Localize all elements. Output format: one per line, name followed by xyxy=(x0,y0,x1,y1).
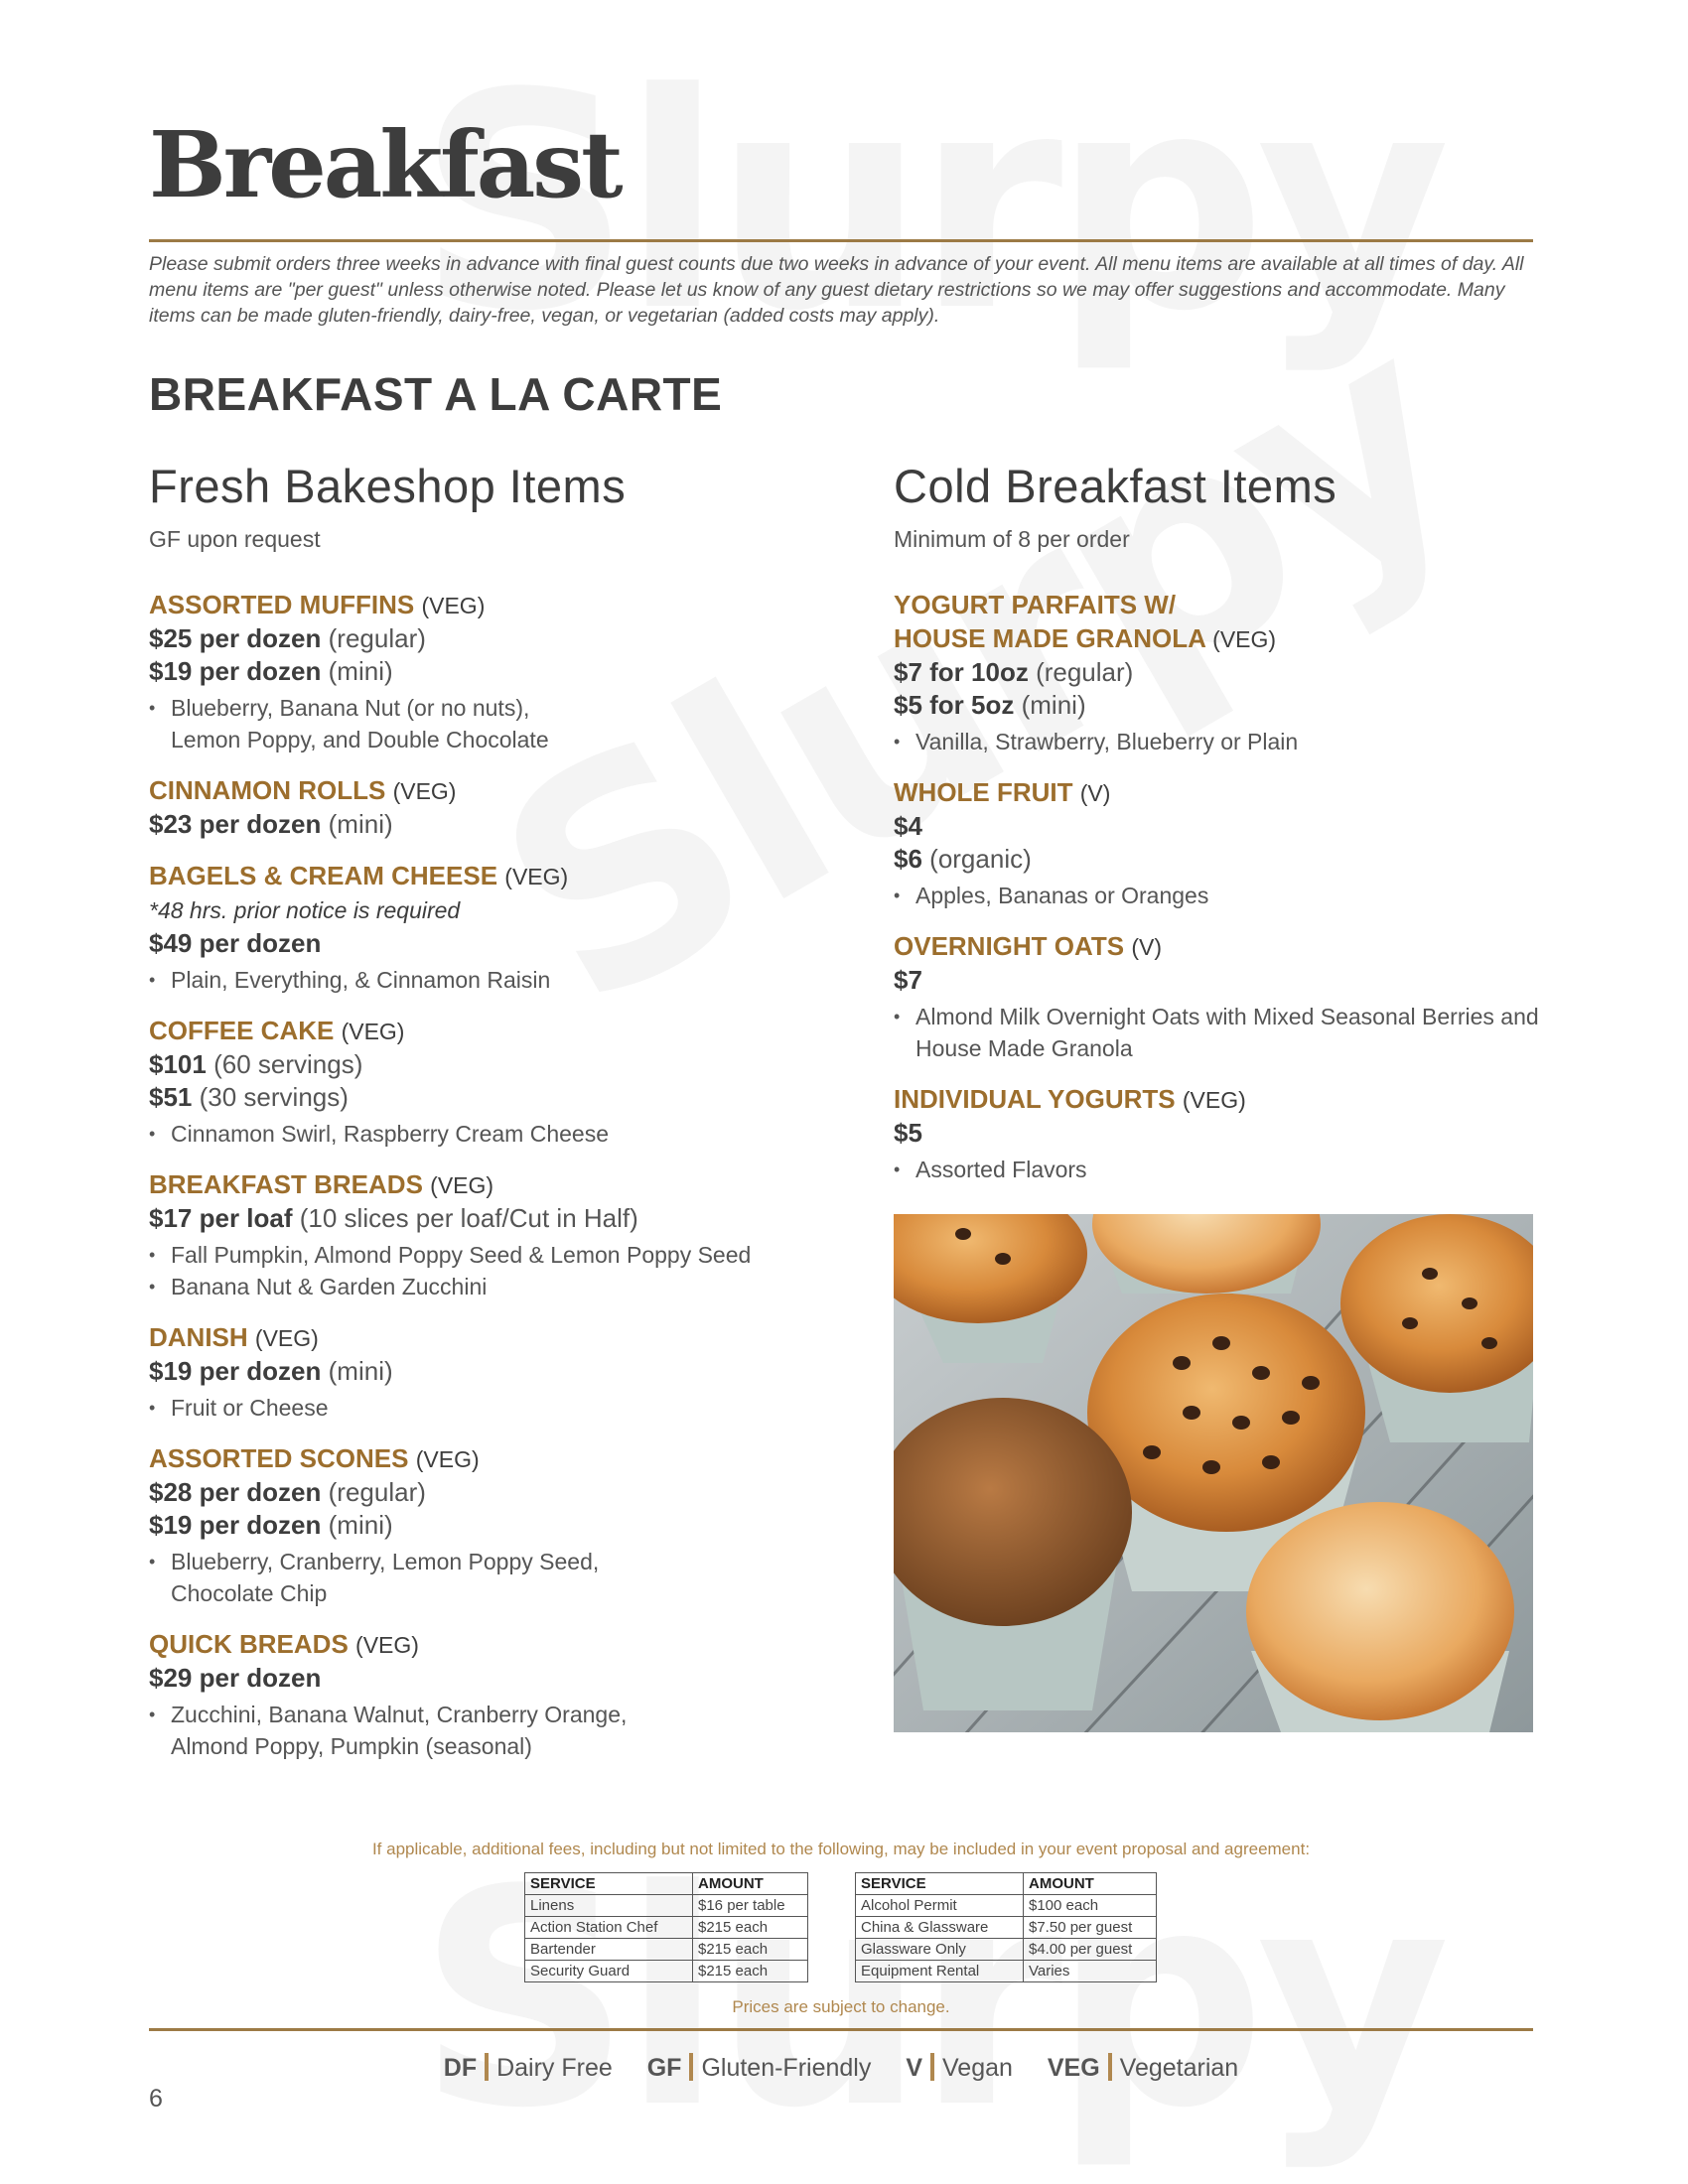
menu-page xyxy=(149,0,1539,2184)
item-price: $101 (60 servings) xyxy=(149,1049,363,1079)
item-note: *48 hrs. prior notice is required xyxy=(149,897,461,923)
menu-item xyxy=(149,1014,844,1150)
table-row: Equipment Rental Varies xyxy=(856,1961,1157,1982)
item-name: COFFEE CAKE xyxy=(149,1016,335,1045)
item-name: HOUSE MADE GRANOLA xyxy=(894,623,1205,653)
fees-table xyxy=(524,1872,808,1982)
item-price: $6 (organic) xyxy=(894,844,1032,874)
legend-item: GF Gluten-Friendly xyxy=(646,2054,872,2082)
menu-item xyxy=(894,588,1539,757)
table-header: AMOUNT xyxy=(1024,1873,1157,1895)
muffins-image xyxy=(894,1214,1533,1732)
item-name: ASSORTED MUFFINS xyxy=(149,590,415,619)
table-row: Bartender $215 each xyxy=(525,1939,808,1961)
item-bullet: • Cinnamon Swirl, Raspberry Cream Cheese xyxy=(149,1118,844,1150)
diet-legend xyxy=(149,2053,1533,2083)
table-row: Glassware Only $4.00 per guest xyxy=(856,1939,1157,1961)
diet-tag: (VEG) xyxy=(430,1172,494,1198)
item-bullet: • Plain, Everything, & Cinnamon Raisin xyxy=(149,964,844,996)
diet-tag: (VEG) xyxy=(341,1019,405,1044)
item-price: $5 for 5oz (mini) xyxy=(894,690,1086,720)
table-row: China & Glassware $7.50 per guest xyxy=(856,1917,1157,1939)
page-title: Breakfast xyxy=(149,111,621,218)
diet-tag: (V) xyxy=(1131,934,1162,960)
menu-item xyxy=(149,1627,844,1762)
column-subtitle: Minimum of 8 per order xyxy=(894,526,1130,552)
intro-text: Please submit orders three weeks in advance with final guest counts due two weeks in advance of your event. All menu items are available at all times of day. All menu items are "per guest" unless otherwise noted. Please let us know of any guest dietary restrictions so we may offer suggestions and accommodate. Many items can be made gluten-friendly, dairy-free, vegan, or vegetarian (added costs may apply). xyxy=(149,253,1524,327)
item-price: $4 xyxy=(894,811,922,841)
table-row: Security Guard $215 each xyxy=(525,1961,808,1982)
table-header: SERVICE xyxy=(856,1873,1024,1895)
item-name: DANISH xyxy=(149,1322,248,1352)
prices-change-note: Prices are subject to change. xyxy=(732,1997,950,2016)
diet-tag: (V) xyxy=(1079,780,1111,806)
item-price: $7 xyxy=(894,965,922,995)
table-row: Alcohol Permit $100 each xyxy=(856,1895,1157,1917)
item-price: $7 for 10oz (regular) xyxy=(894,657,1134,687)
item-bullet: • Fall Pumpkin, Almond Poppy Seed & Lemon Poppy Seed xyxy=(149,1239,844,1271)
menu-item xyxy=(149,1320,844,1424)
item-name: OVERNIGHT OATS xyxy=(894,931,1125,961)
column-title: Fresh Bakeshop Items xyxy=(149,460,627,512)
diet-tag: (VEG) xyxy=(355,1632,419,1658)
menu-item xyxy=(149,773,844,841)
item-price: $19 per dozen (mini) xyxy=(149,1510,393,1540)
item-price: $19 per dozen (mini) xyxy=(149,656,393,686)
item-name: ASSORTED SCONES xyxy=(149,1443,409,1473)
item-price: $29 per dozen xyxy=(149,1663,322,1693)
fees-table xyxy=(855,1872,1157,1982)
item-name: BREAKFAST BREADS xyxy=(149,1169,423,1199)
item-bullet: • Assorted Flavors xyxy=(894,1154,1539,1185)
diet-tag: (VEG) xyxy=(415,1446,480,1472)
item-name: QUICK BREADS xyxy=(149,1629,349,1659)
item-price: $23 per dozen (mini) xyxy=(149,809,393,839)
diet-tag: (VEG) xyxy=(421,593,486,618)
menu-item xyxy=(149,588,844,755)
menu-item xyxy=(894,1082,1539,1185)
menu-item xyxy=(149,859,844,996)
bakeshop-column xyxy=(149,459,844,1780)
item-name: INDIVIDUAL YOGURTS xyxy=(894,1084,1176,1114)
item-name: YOGURT PARFAITS W/ xyxy=(894,590,1177,619)
item-price: $5 xyxy=(894,1118,922,1148)
diet-tag: (VEG) xyxy=(1182,1087,1246,1113)
column-title: Cold Breakfast Items xyxy=(894,460,1337,512)
diet-tag: (VEG) xyxy=(392,778,457,804)
footer-divider xyxy=(149,2028,1533,2031)
menu-item xyxy=(894,775,1539,911)
fees-intro: If applicable, additional fees, including but not limited to the following, may be included in your event proposal and agreement: xyxy=(371,1840,1311,1858)
item-bullet: • Banana Nut & Garden Zucchini xyxy=(149,1271,844,1302)
table-header: SERVICE xyxy=(525,1873,693,1895)
item-bullet: • Vanilla, Strawberry, Blueberry or Plain xyxy=(894,726,1539,757)
diet-tag: (VEG) xyxy=(504,864,569,889)
title-divider xyxy=(149,239,1533,242)
item-name: WHOLE FRUIT xyxy=(894,777,1073,807)
section-heading: BREAKFAST A LA CARTE xyxy=(149,368,723,420)
diet-tag: (VEG) xyxy=(1212,626,1277,652)
menu-item xyxy=(149,1441,844,1609)
item-bullet: • Blueberry, Banana Nut (or no nuts), Lemon Poppy, and Double Chocolate xyxy=(149,692,586,755)
item-price: $49 per dozen xyxy=(149,928,322,958)
legend-item: VEG Vegetarian xyxy=(1047,2054,1239,2082)
item-bullet: • Blueberry, Cranberry, Lemon Poppy Seed, Chocolate Chip xyxy=(149,1546,645,1609)
item-price: $17 per loaf (10 slices per loaf/Cut in Half) xyxy=(149,1203,638,1233)
table-header: AMOUNT xyxy=(693,1873,808,1895)
cold-breakfast-column xyxy=(894,459,1539,1203)
muffins-photo xyxy=(894,1214,1533,1732)
legend-item: DF Dairy Free xyxy=(443,2054,613,2082)
diet-tag: (VEG) xyxy=(254,1325,319,1351)
page-number: 6 xyxy=(149,2085,163,2113)
table-row: Linens $16 per table xyxy=(525,1895,808,1917)
item-name: CINNAMON ROLLS xyxy=(149,775,386,805)
item-price: $25 per dozen (regular) xyxy=(149,623,426,653)
menu-item xyxy=(894,929,1539,1064)
column-subtitle: GF upon request xyxy=(149,526,321,552)
item-bullet: • Zucchini, Banana Walnut, Cranberry Orange, Almond Poppy, Pumpkin (seasonal) xyxy=(149,1699,665,1762)
legend-item: V Vegan xyxy=(906,2054,1013,2082)
table-row: Action Station Chef $215 each xyxy=(525,1917,808,1939)
item-price: $19 per dozen (mini) xyxy=(149,1356,393,1386)
item-bullet: • Fruit or Cheese xyxy=(149,1392,844,1424)
menu-item xyxy=(149,1167,844,1302)
item-name: BAGELS & CREAM CHEESE xyxy=(149,861,498,890)
item-price: $51 (30 servings) xyxy=(149,1082,349,1112)
item-bullet: • Apples, Bananas or Oranges xyxy=(894,880,1539,911)
item-price: $28 per dozen (regular) xyxy=(149,1477,426,1507)
item-bullet: • Almond Milk Overnight Oats with Mixed Seasonal Berries and House Made Granola xyxy=(894,1001,1539,1064)
